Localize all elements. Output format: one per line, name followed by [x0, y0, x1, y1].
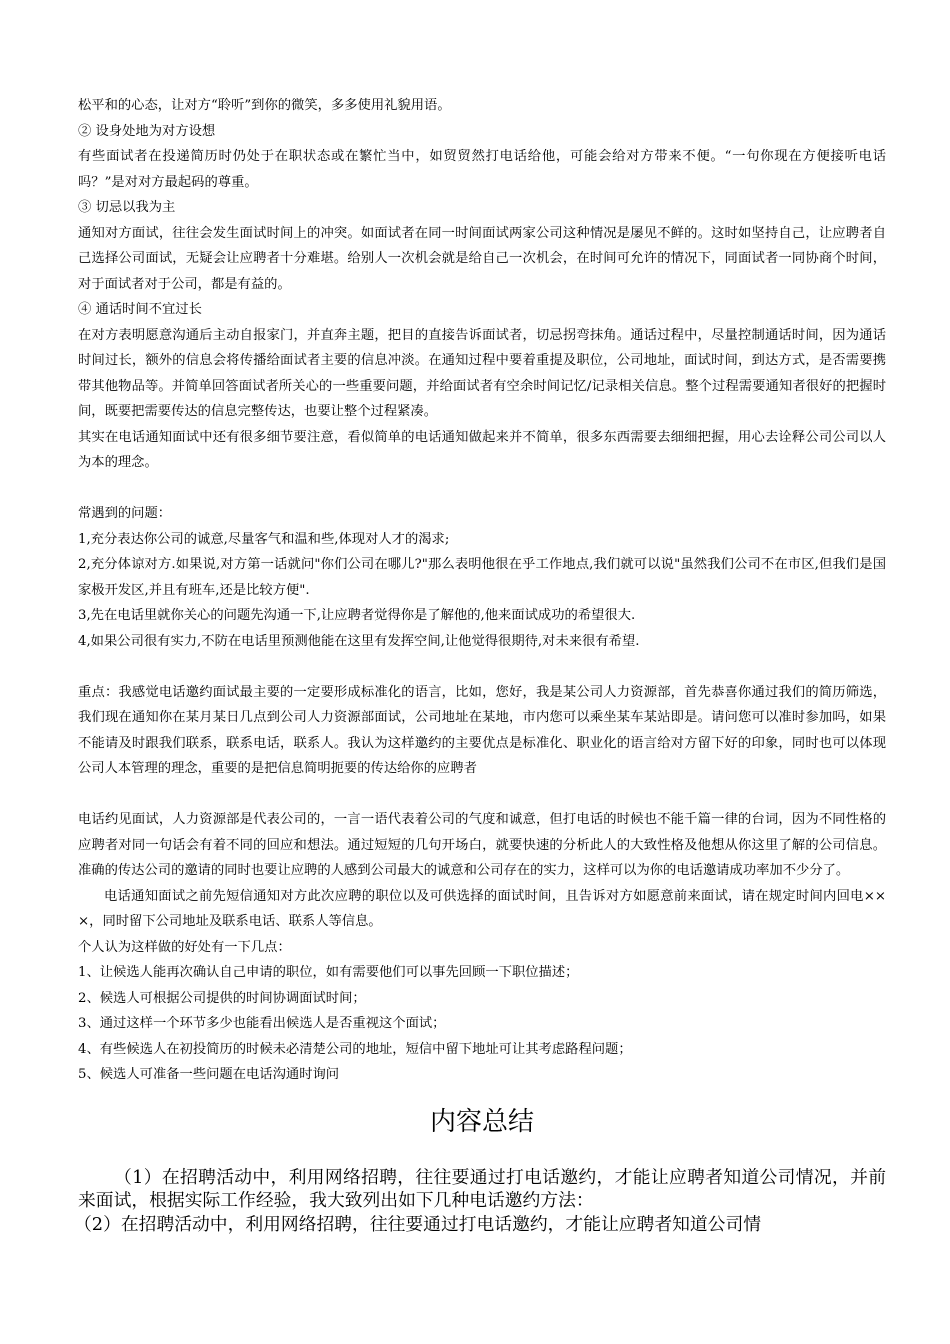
paragraph-indented: 电话通知面试之前先短信通知对方此次应聘的职位以及可供选择的面试时间，且告诉对方如愿意前来面试，请在规定时间内回电×××，同时留下公司地址及联系电话、联系人等信息。: [78, 888, 886, 929]
paragraph: 其实在电话通知面试中还有很多细节要注意，看似简单的电话通知做起来并不简单，很多东西需要去细细把握，用心去诠释公司公司以人为本的理念。: [78, 429, 886, 470]
document-page: [74, 93, 886, 1236]
summary-item: （1）在招聘活动中，利用网络招聘，往往要通过打电话邀约，才能让应聘者知道公司情况，并前来面试，根据实际工作经验，我大致列出如下几种电话邀约方法：: [78, 1166, 886, 1211]
section-heading: 常遇到的问题：: [78, 506, 172, 521]
paragraph: 电话约见面试，人力资源部是代表公司的，一言一语代表着公司的气度和诚意，但打电话的时候也不能千篇一律的台词，因为不同性格的应聘者对同一句话会有着不同的回应和想法。通过短短的几句开场白，就要快速的分析此人的大致性格及他想从你这里了解的公司信息。准确的传达公司的邀请的同时也要让应聘的人感到公司最大的诚意和公司存在的实力，这样可以为你的电话邀请成功率加不少分了。: [78, 812, 886, 878]
blank-line: [78, 476, 886, 502]
paragraph: 重点：我感觉电话邀约面试最主要的一定要形成标准化的语言，比如，您好，我是某公司人力资源部，首先恭喜你通过我们的简历筛选，我们现在通知你在某月某日几点到公司人力资源部面试，公司地址在某地，市内您可以乘坐某车某站即是。请问您可以准时参加吗，如果不能请及时跟我们联系，联系电话，联系人。我认为这样邀约的主要优点是标准化、职业化的语言给对方留下好的印象，同时也可以体现公司人本管理的理念，重要的是把信息简明扼要的传达给你的应聘者: [78, 684, 886, 776]
list-item: 2、候选人可根据公司提供的时间协调面试时间；: [78, 990, 366, 1006]
list-item: 3、通过这样一个环节多少也能看出候选人是否重视这个面试；: [78, 1016, 446, 1031]
subheading-empathy: ② 设身处地为对方设想: [78, 123, 216, 139]
blank-line: [78, 1142, 886, 1166]
section-heading: 个人认为这样做的好处有一下几点：: [78, 939, 291, 955]
paragraph: 通知对方面试，往往会发生面试时间上的冲突。如面试者在同一时间面试两家公司这种情况是屡见不鲜的。这时如坚持自己，让应聘者自己选择公司面试，无疑会让应聘者十分难堪。给别人一次机会就是给自己一次机会，在时间可允许的情况下，同面试者一同协商个时间，对于面试者对于公司，都是有益的。: [78, 225, 886, 292]
blank-line: [78, 654, 886, 680]
list-item: 2,充分体谅对方.如果说,对方第一话就问"你们公司在哪儿?"那么表明他很在乎工作地点,我们就可以说"虽然我们公司不在市区,但我们是国家极开发区,并且有班车,还是比较方便".: [78, 557, 886, 598]
section-summary: [74, 1166, 886, 1237]
list-item: 3,先在电话里就你关心的问题先沟通一下,让应聘者觉得你是了解他的,他来面试成功的希望很大.: [78, 608, 636, 623]
list-item: 1、让候选人能再次确认自己申请的职位，如有需要他们可以事先回顾一下职位描述；: [78, 965, 579, 980]
subheading-not-self-centered: ③ 切忌以我为主: [78, 200, 176, 215]
blank-line: [78, 782, 886, 808]
summary-title: 内容总结: [429, 1106, 534, 1137]
subheading-call-duration: ④ 通话时间不宜过长: [78, 302, 202, 317]
paragraph: 在对方表明愿意沟通后主动自报家门，并直奔主题，把目的直接告诉面试者，切忌拐弯抹角。通话过程中，尽量控制通话时间，因为通话时间过长，额外的信息会将传播给面试者主要的信息冲淡。在通知过程中要着重提及职位，公司地址，面试时间，到达方式，是否需要携带其他物品等。并简单回答面试者所关心的一些重要问题，并给面试者有空余时间记忆/记录相关信息。整个过程需要通知者很好的把握时间，既要把需要传达的信息完整传达，也要让整个过程紧凑。: [78, 327, 886, 419]
paragraph: 松平和的心态，让对方“聆听”到你的微笑，多多使用礼貌用语。: [78, 98, 451, 113]
list-item: 5、候选人可准备一些问题在电话沟通时询问: [78, 1067, 340, 1082]
section-phone-etiquette: [78, 93, 886, 476]
summary-item: （2）在招聘活动中，利用网络招聘，往往要通过打电话邀约，才能让应聘者知道公司情: [74, 1213, 762, 1235]
section-phone-interview: [78, 807, 886, 1088]
list-item: 4,如果公司很有实力,不防在电话里预测他能在这里有发挥空间,让他觉得很期待,对未来很有希望.: [78, 633, 640, 649]
section-key-point: [78, 680, 886, 782]
list-item: 1,充分表达你公司的诚意,尽量客气和温和些,体现对人才的渴求;: [78, 531, 450, 547]
paragraph: 有些面试者在投递简历时仍处于在职状态或在繁忙当中，如贸贸然打电话给他，可能会给对方带来不便。“一句你现在方便接听电话吗？”是对对方最起码的尊重。: [78, 149, 886, 190]
list-item: 4、有些候选人在初投简历的时候未必清楚公司的地址，短信中留下地址可让其考虑路程问题；: [78, 1041, 632, 1057]
section-common-problems: [78, 501, 886, 654]
